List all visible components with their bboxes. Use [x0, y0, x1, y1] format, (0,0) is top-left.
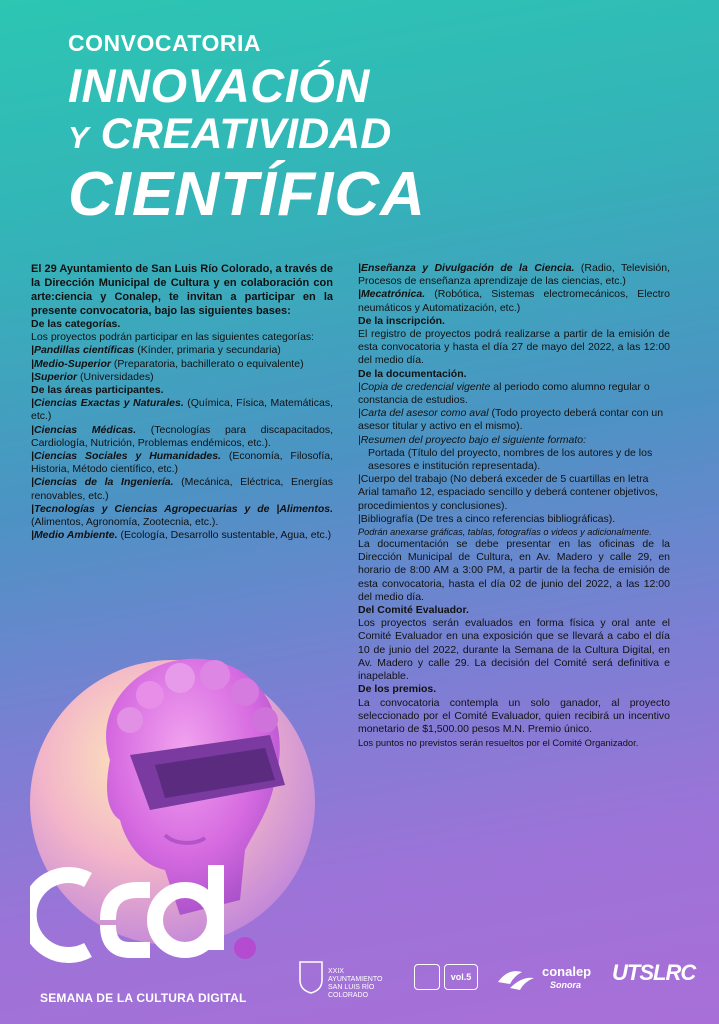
inscripcion-text: El registro de proyectos podrá realizarse a partir de la emisión de esta convocatoria y hasta el día 27 de mayo del 2022, a las 12:00 del medio día. — [358, 328, 670, 367]
area-item: |Ciencias de la Ingeniería. (Mecánica, Eléctrica, Energías renovables, etc.) — [31, 476, 333, 502]
documentacion-subitem: Portada (Título del proyecto, nombres de los autores y de los asesores e institución representada). — [368, 446, 653, 473]
arte-ciencia-logo — [414, 958, 480, 998]
title-line-1: INNOVACIÓN — [68, 59, 370, 112]
documentacion-item: |Copia de credencial vigente al periodo como alumno regular o constancia de estudios. — [358, 380, 650, 407]
inscripcion-heading: De la inscripción. — [358, 314, 445, 327]
documentacion-item: |Carta del asesor como aval (Todo proyecto deberá contar con un asesor titular y activo en el mismo). — [358, 407, 664, 433]
csd-logo — [30, 860, 260, 970]
poster-header — [68, 30, 426, 227]
ayuntamiento-logo-text: XXIX AYUNTAMIENTO SAN LUIS RÍO COLORADO — [328, 968, 383, 999]
categoria-item: |Medio-Superior (Preparatoria, bachillerato o equivalente) — [31, 357, 304, 370]
right-column — [358, 262, 670, 749]
comite-heading: Del Comité Evaluador. — [358, 604, 469, 617]
arte-ciencia-icon — [414, 964, 440, 990]
area-item: |Medio Ambiente. (Ecología, Desarrollo sustentable, Agua, etc.) — [31, 529, 332, 542]
documentacion-item: |Cuerpo del trabajo (No deberá exceder de 5 cuartillas en letra Arial tamaño 12, espaciado sencillo y deberá contener objetivos, procedimientos y conclusiones). — [358, 473, 659, 512]
left-column — [31, 262, 333, 542]
closing-text: Los puntos no previstos serán resueltos por el Comité Organizador. — [358, 737, 639, 749]
area-item: |Mecatrónica. (Robótica, Sistemas electromecánicos, Electro neumáticos y Automatización, etc.) — [358, 288, 670, 314]
documentacion-item: |Resumen del proyecto bajo el siguiente formato: — [358, 433, 587, 446]
title-line-2-word: CREATIVIDAD — [100, 110, 392, 158]
utslrc-name: UTSLRC — [612, 960, 696, 985]
volume-label: vol.5 — [444, 964, 478, 990]
title-line-2 — [68, 111, 426, 161]
premios-text: La convocatoria contempla un solo ganador, al proyecto seleccionado por el Comité Evaluador, quien recibirá un incentivo monetario de $1,500.00 pesos M.N. Premio único. — [358, 696, 670, 735]
premios-heading: De los premios. — [358, 683, 437, 696]
kicker-title: CONVOCATORIA — [68, 30, 261, 56]
utslrc-logo — [612, 958, 696, 998]
categoria-item: |Pandillas científicas (Kínder, primaria y secundaria) — [31, 344, 281, 357]
area-item: |Tecnologías y Ciencias Agropecuarias y de |Alimentos. (Alimentos, Agronomía, Zootecnia, etc.). — [31, 502, 333, 529]
conalep-icon — [496, 964, 536, 990]
areas-heading: De las áreas participantes. — [31, 384, 164, 397]
documentacion-note: Podrán anexarse gráficas, tablas, fotografías o videos y adicionalmente. — [358, 527, 652, 538]
categorias-text: Los proyectos podrán participar en las siguientes categorías: — [31, 331, 315, 344]
ayuntamiento-logo — [298, 958, 394, 998]
intro-paragraph: El 29 Ayuntamiento de San Luis Río Colorado, a través de la Dirección Municipal de Cultura y en colaboración con arte:ciencia y Conalep, te invitan a participar en la presente convocatoria, bajo las siguientes bases: — [31, 263, 333, 317]
title-line-3: CIENTÍFICA — [68, 160, 426, 229]
area-item: |Enseñanza y Divulgación de la Ciencia. (Radio, Televisión, Procesos de enseñanza aprendizaje de las ciencias, etc.) — [358, 262, 670, 288]
title-line-2-prefix: Y — [68, 120, 89, 155]
presentacion-text: La documentación se debe presentar en las oficinas de la Dirección Municipal de Cultura, en Av. Madero y calle 29, en horario de 8:00 AM a 3:00 PM, a partir de la fecha de emisión de esta convocatoria, hasta el día 02 de junio del 2022, a las 12:00 del medio día. — [358, 538, 670, 603]
conalep-state: Sonora — [550, 980, 582, 990]
conalep-logo — [496, 958, 600, 998]
area-item: |Ciencias Exactas y Naturales. (Química, Física, Matemáticas, etc.) — [31, 397, 333, 423]
area-item: |Ciencias Sociales y Humanidades. (Economía, Filosofía, Historia, Método científico, etc.) — [31, 450, 333, 476]
conalep-name: conalep — [542, 964, 592, 979]
documentacion-item: |Bibliografía (De tres a cinco referencias bibliográficas). — [358, 512, 616, 525]
categorias-heading: De las categorías. — [31, 318, 121, 330]
documentacion-heading: De la documentación. — [358, 367, 467, 380]
categoria-item: |Superior (Universidades) — [31, 370, 154, 383]
shield-icon — [298, 960, 324, 994]
footer-title: SEMANA DE LA CULTURA DIGITAL — [40, 991, 247, 1005]
comite-text: Los proyectos serán evaluados en forma física y oral ante el Comité Evaluador en una exposición que se llevará a cabo el día 10 de junio del 2022, durante la Semana de la Cultura Digital, en Av. Madero y calle 29. La decisión del Comité será definitiva e inapelable. — [358, 617, 670, 683]
area-item: |Ciencias Médicas. (Tecnologías para discapacitados, Cardiología, Nutrición, Problemas endémicos, etc.). — [31, 423, 333, 449]
